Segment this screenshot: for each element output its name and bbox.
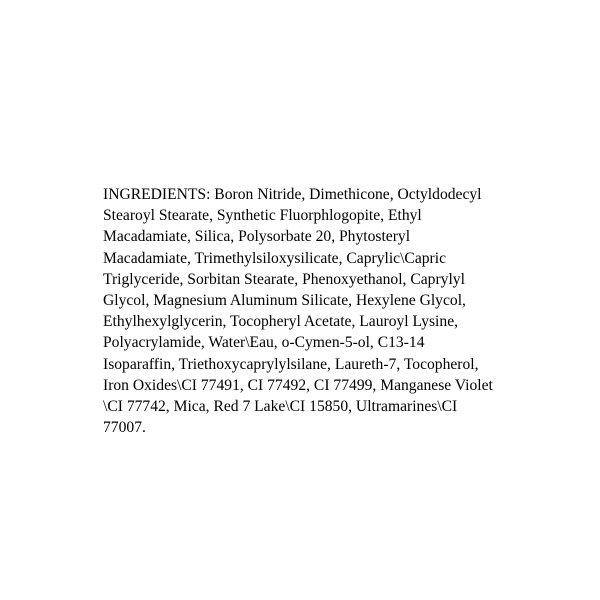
ingredients-line-3: Macadamiate, Silica, Polysorbate 20, Phytosteryl: [103, 228, 411, 246]
ingredients-line-12: 77007.: [103, 419, 146, 437]
ingredients-text: [103, 184, 523, 438]
ingredients-line-1: INGREDIENTS: Boron Nitride, Dimethicone, Octyldodecyl: [103, 186, 482, 203]
ingredients-line-10: Iron Oxides\CI 77491, CI 77492, CI 77499, Manganese Violet: [103, 376, 493, 394]
ingredients-line-7: Ethylhexylglycerin, Tocopheryl Acetate, Lauroyl Lysine,: [103, 313, 459, 331]
ingredients-line-2: Stearoyl Stearate, Synthetic Fluorphlogopite, Ethyl: [103, 207, 422, 225]
ingredients-line-11: \CI 77742, Mica, Red 7 Lake\CI 15850, Ultramarines\CI: [103, 398, 458, 416]
ingredients-line-6: Glycol, Magnesium Aluminum Silicate, Hexylene Glycol,: [103, 292, 466, 310]
ingredients-line-5: Triglyceride, Sorbitan Stearate, Phenoxyethanol, Caprylyl: [103, 270, 465, 288]
ingredients-line-8: Polyacrylamide, Water\Eau, o-Cymen-5-ol, C13-14: [103, 334, 425, 352]
ingredients-line-9: Isoparaffin, Triethoxycaprylylsilane, Laureth-7, Tocopherol,: [103, 355, 479, 373]
ingredients-line-4: Macadamiate, Trimethylsiloxysilicate, Caprylic\Capric: [103, 249, 446, 267]
